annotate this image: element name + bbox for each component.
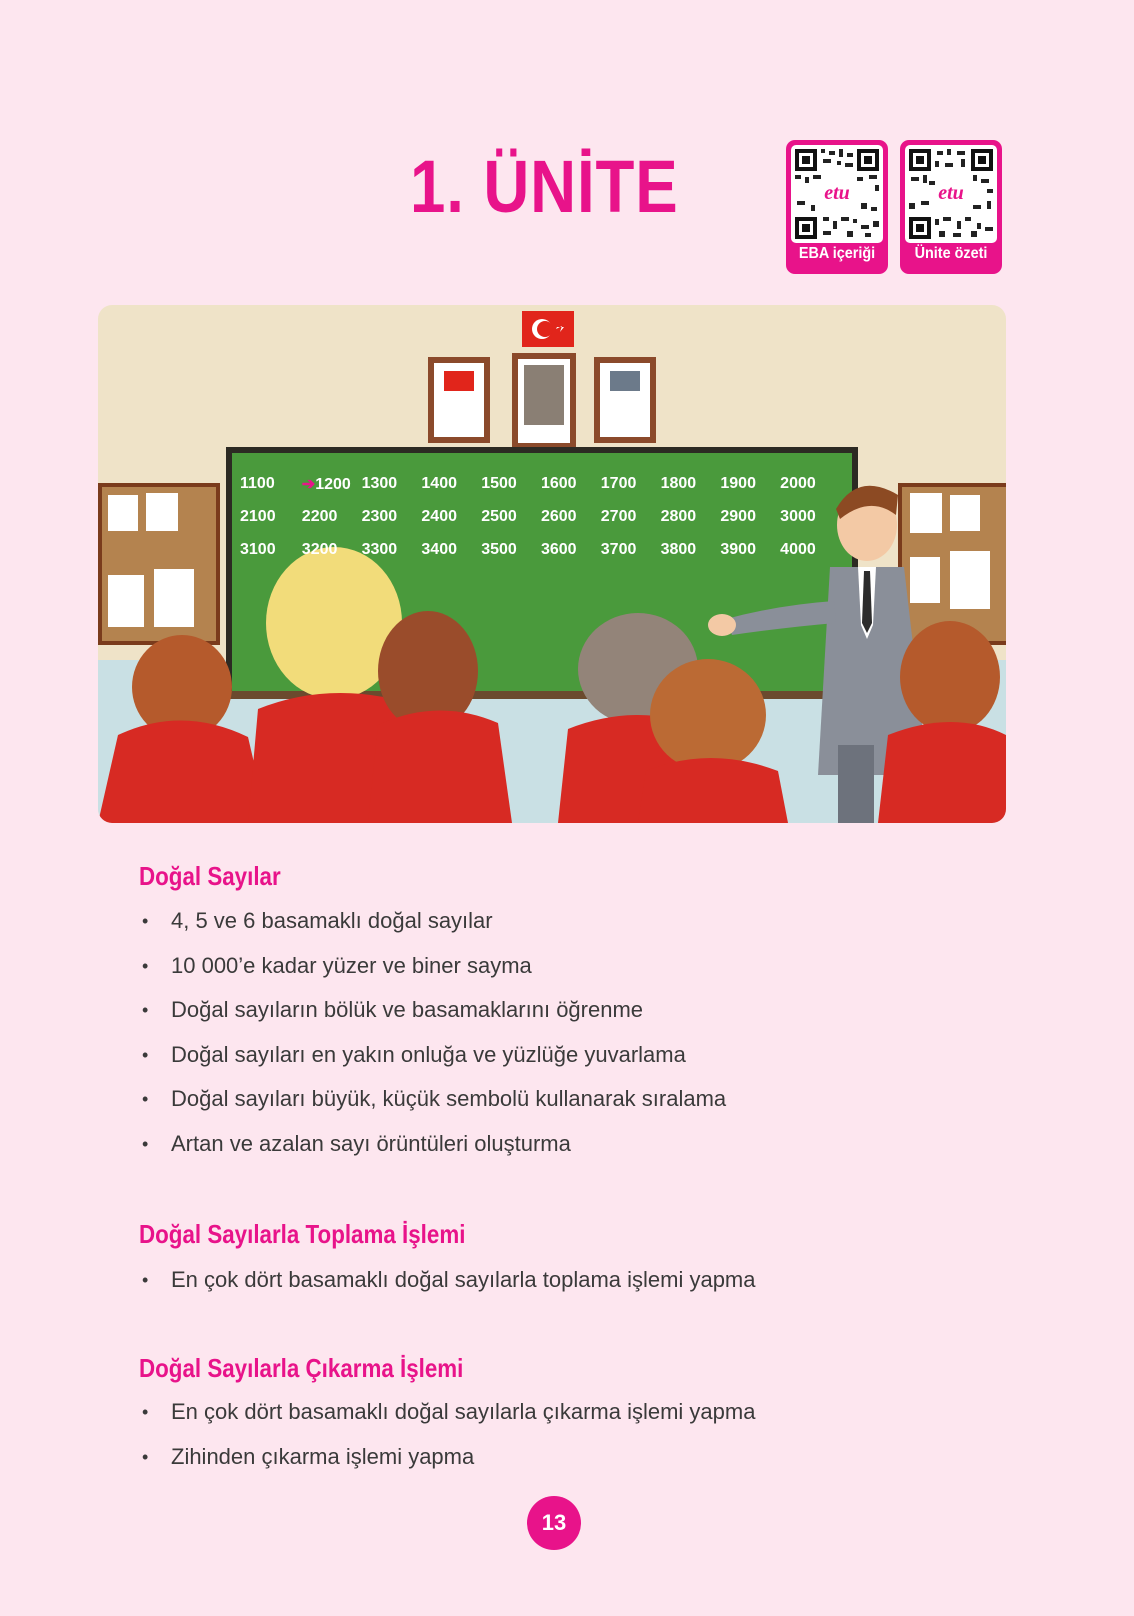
- section-heading-natural-numbers: Doğal Sayılar: [139, 861, 281, 891]
- board-number: 1100: [240, 474, 275, 492]
- qr-brand-logo: etu: [824, 182, 850, 204]
- board-number-value: 1200: [315, 475, 351, 493]
- board-number: 4000: [780, 540, 816, 558]
- board-number: 2900: [720, 507, 756, 525]
- unit-title: 1. ÜNİTE: [410, 145, 679, 228]
- list-item: • En çok dört basamaklı doğal sayılarla toplama işlemi yapma: [139, 1265, 756, 1310]
- qr-code-icon: [791, 145, 883, 243]
- qr-code-summary[interactable]: [900, 140, 1002, 274]
- qr-brand-logo: etu: [938, 182, 964, 204]
- board-row: [240, 533, 840, 566]
- board-number: 2000: [780, 474, 816, 492]
- board-number: 3100: [240, 540, 276, 558]
- board-number: 3000: [780, 507, 816, 525]
- qr-label-eba: EBA içeriği: [798, 245, 876, 262]
- board-number: 3200: [301, 540, 338, 558]
- board-number: 2200: [301, 507, 338, 525]
- addition-list: [139, 1265, 756, 1310]
- board-number: 3500: [481, 540, 517, 558]
- board-number: 3400: [421, 540, 457, 558]
- list-item: • 10 000’e kadar yüzer ve biner sayma: [139, 951, 726, 996]
- board-number: 2700: [600, 507, 637, 525]
- subtraction-list: [139, 1397, 755, 1486]
- board-number-grid: [240, 467, 840, 566]
- board-number: 1600: [540, 474, 577, 492]
- section-heading-addition: Doğal Sayılarla Toplama İşlemi: [139, 1219, 466, 1249]
- board-number: 3700: [600, 540, 637, 558]
- qr-label-summary: Ünite özeti: [914, 245, 988, 262]
- board-number: 3300: [361, 540, 398, 558]
- turkish-flag-icon: [522, 311, 574, 347]
- board-number: 1700: [600, 474, 637, 492]
- board-number: 1400: [421, 474, 457, 492]
- board-number: 3600: [540, 540, 577, 558]
- board-number: 2600: [540, 507, 577, 525]
- page-number: 13: [527, 1496, 581, 1550]
- board-number: [302, 474, 362, 494]
- portrait-frame-icon: [428, 353, 656, 449]
- list-item: • 4, 5 ve 6 basamaklı doğal sayılar: [139, 906, 726, 951]
- board-number: 2500: [481, 507, 517, 525]
- board-number: 1900: [720, 474, 756, 492]
- board-number: 3900: [720, 540, 756, 558]
- board-number: 1800: [660, 474, 697, 492]
- list-item: • Doğal sayıları en yakın onluğa ve yüzlüğe yuvarlama: [139, 1040, 726, 1085]
- board-number: 3800: [660, 540, 697, 558]
- board-row: [240, 500, 840, 533]
- list-item: • En çok dört basamaklı doğal sayılarla çıkarma işlemi yapma: [139, 1397, 755, 1442]
- board-number: 1500: [481, 474, 517, 492]
- list-item: • Doğal sayıların bölük ve basamaklarını öğrenme: [139, 995, 726, 1040]
- arrow-icon: ➔: [301, 475, 316, 493]
- list-item: • Artan ve azalan sayı örüntüleri oluşturma: [139, 1129, 726, 1174]
- board-number: 2100: [240, 507, 276, 525]
- list-item: • Doğal sayıları büyük, küçük sembolü kullanarak sıralama: [139, 1084, 726, 1129]
- qr-code-eba[interactable]: [786, 140, 888, 274]
- board-number: 2300: [361, 507, 398, 525]
- natural-numbers-list: [139, 906, 726, 1173]
- list-item: • Zihinden çıkarma işlemi yapma: [139, 1442, 755, 1487]
- section-heading-subtraction: Doğal Sayılarla Çıkarma İşlemi: [139, 1353, 464, 1383]
- bulletin-board-left: [98, 483, 220, 645]
- board-number: 2400: [421, 507, 457, 525]
- classroom-illustration: [98, 305, 1006, 823]
- qr-code-icon: [905, 145, 997, 243]
- bulletin-board-right: [898, 483, 1006, 645]
- board-row: [240, 467, 840, 500]
- board-number: 1300: [361, 474, 398, 492]
- board-number: 2800: [660, 507, 697, 525]
